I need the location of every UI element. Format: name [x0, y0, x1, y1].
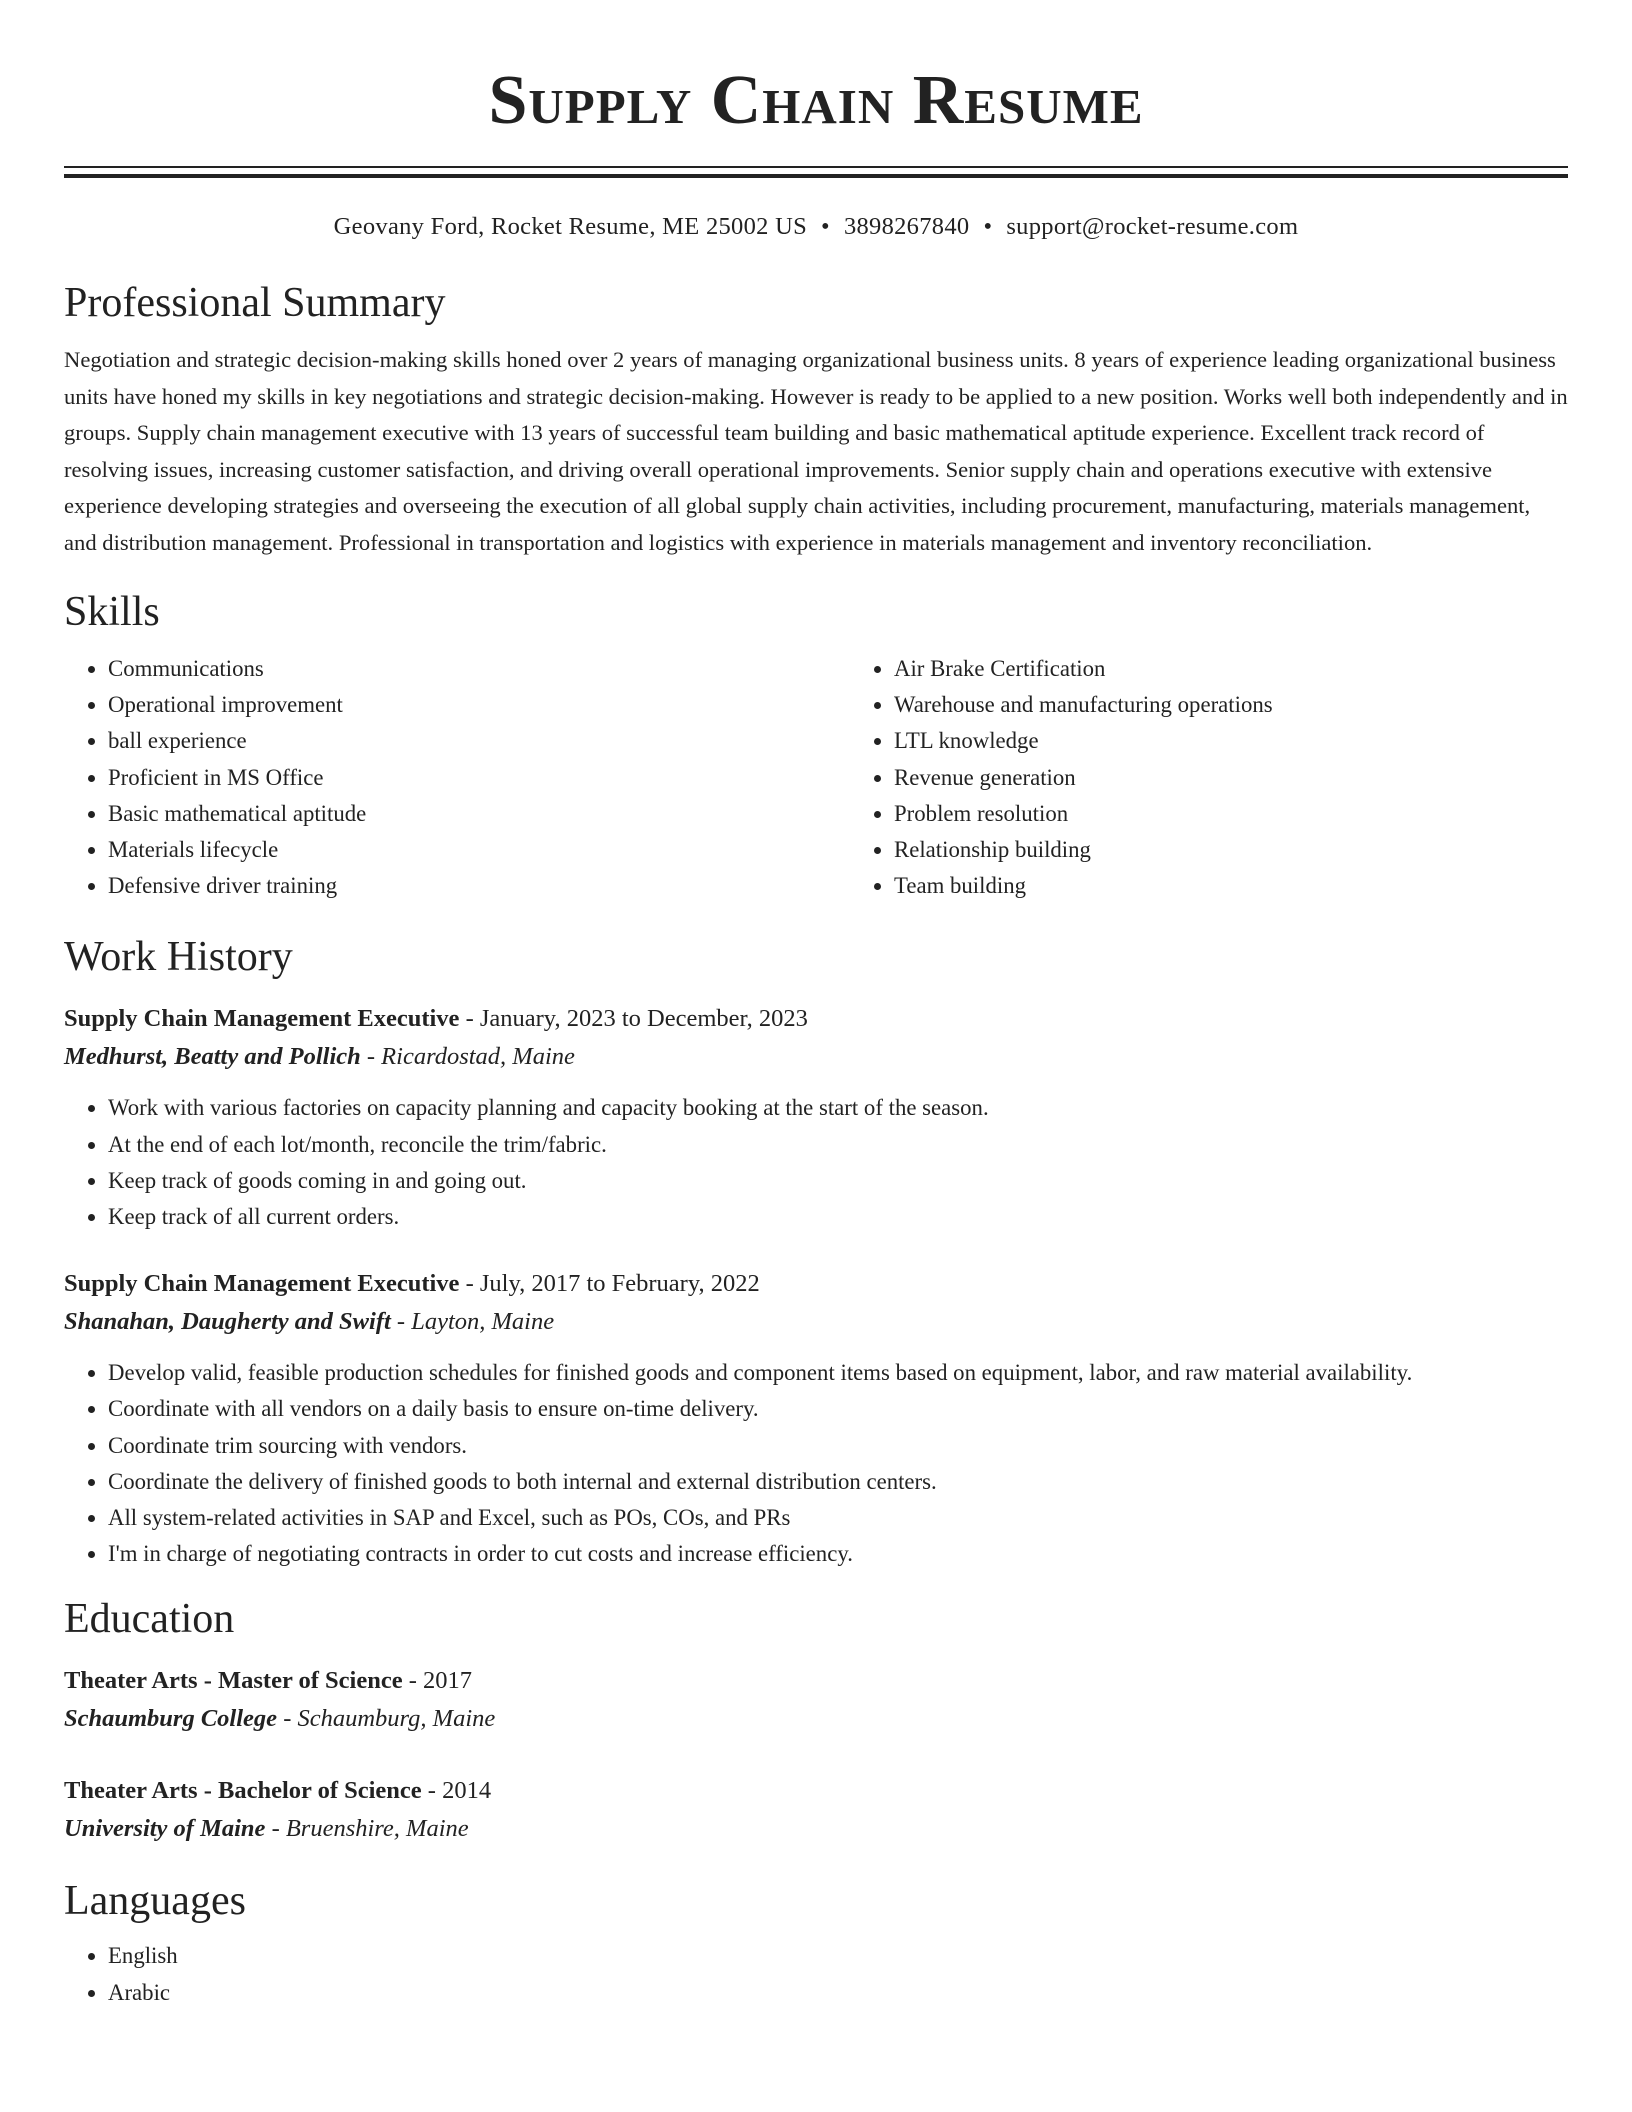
skills-heading: Skills [64, 589, 160, 635]
job-bullet: • Keep track of all current orders. [108, 1199, 1568, 1235]
degree-line [64, 1772, 1568, 1810]
contact-line [64, 212, 1568, 242]
job-company: Shanahan, Daugherty and Swift [64, 1308, 391, 1336]
skill-item: • Operational improvement [108, 687, 850, 723]
summary-text: Negotiation and strategic decision-making skills honed over 2 years of managing organizational business units. 8 years of experience leading organizational business units have honed my skills in key negotiations and strategic decision-making. However is ready to be applied to a new position. Works well both independently and in groups. Supply chain management executive with 13 years of successful team building and basic mathematical aptitude experience. Excellent track record of resolving issues, increasing customer satisfaction, and driving overall operational improvements. Senior supply chain and operations executive with extensive experience developing strategies and overseeing the execution of all global supply chain activities, including procurement, manufacturing, materials management, and distribution management. Professional in transportation and logistics with experience in materials management and inventory reconciliation. [64, 347, 1568, 555]
degree-year: - 2017 [402, 1667, 473, 1695]
skill-item: • Materials lifecycle [108, 832, 850, 868]
job-dates: - July, 2017 to February, 2022 [459, 1270, 760, 1298]
summary-heading: Professional Summary [64, 280, 446, 326]
title-divider-thick [64, 174, 1568, 178]
skills-right-list [850, 651, 1632, 904]
skill-item: • ball experience [108, 723, 850, 759]
school-name: Schaumburg College [64, 1705, 278, 1733]
contact-separator: • [983, 213, 993, 240]
contact-separator: • [821, 213, 830, 240]
language-item: • English [108, 1938, 1568, 1974]
job-title: Supply Chain Management Executive [64, 1270, 460, 1298]
skill-item: • Warehouse and manufacturing operations [894, 687, 1632, 723]
skills-left-list [64, 651, 850, 904]
degree-name: Theater Arts - Bachelor of Science [64, 1777, 422, 1805]
job-bullet: • Coordinate trim sourcing with vendors. [108, 1428, 1568, 1464]
job-company-line [64, 1303, 1568, 1341]
skill-item: • Defensive driver training [108, 868, 850, 904]
languages-list [64, 1938, 1568, 2010]
job-bullet: • Coordinate the delivery of finished goods to both internal and external distribution centers. [108, 1464, 1568, 1500]
title-divider-thin [64, 166, 1568, 168]
job-title: Supply Chain Management Executive [64, 1005, 460, 1033]
degree-name: Theater Arts - Master of Science [64, 1667, 403, 1695]
education-entry [64, 1772, 1568, 1848]
job-bullet: • I'm in charge of negotiating contracts in order to cut costs and increase efficiency. [108, 1536, 1568, 1572]
school-name: University of Maine [64, 1815, 266, 1843]
resume-title: Supply Chain Resume [488, 62, 1144, 139]
school-location: - Schaumburg, Maine [277, 1705, 496, 1733]
contact-address: Geovany Ford, Rocket Resume, ME 25002 US [333, 213, 808, 240]
education-entry [64, 1662, 1568, 1738]
skill-item: • Air Brake Certification [894, 651, 1632, 687]
school-location: - Bruenshire, Maine [265, 1815, 469, 1843]
job-bullet: • Keep track of goods coming in and going out. [108, 1163, 1568, 1199]
language-item: • Arabic [108, 1975, 1568, 2011]
skill-item: • Problem resolution [894, 796, 1632, 832]
school-line [64, 1700, 1568, 1738]
resume-page [64, 0, 1568, 2011]
job-bullet: • Coordinate with all vendors on a daily basis to ensure on-time delivery. [108, 1391, 1568, 1427]
degree-year: - 2014 [421, 1777, 492, 1805]
skill-item: • LTL knowledge [894, 723, 1632, 759]
skills-columns [64, 651, 1568, 904]
skill-item: • Revenue generation [894, 760, 1632, 796]
job-bullet-list [64, 1090, 1568, 1235]
job-company-line [64, 1038, 1568, 1076]
job-bullet: • Develop valid, feasible production schedules for finished goods and component items based on equipment, labor, and raw material availability. [108, 1355, 1568, 1391]
job-location: - Ricardostad, Maine [360, 1043, 575, 1071]
job-title-line [64, 1265, 1568, 1303]
skill-item: • Relationship building [894, 832, 1632, 868]
degree-line [64, 1662, 1568, 1700]
job-bullet: • All system-related activities in SAP and Excel, such as POs, COs, and PRs [108, 1500, 1568, 1536]
job-bullet: • Work with various factories on capacity planning and capacity booking at the start of the season. [108, 1090, 1568, 1126]
work-history-heading: Work History [64, 934, 293, 981]
contact-phone: 3898267840 [843, 213, 970, 240]
job-company: Medhurst, Beatty and Pollich [64, 1043, 361, 1071]
skill-item: • Communications [108, 651, 850, 687]
job-location: - Layton, Maine [390, 1308, 555, 1336]
job-bullet: • At the end of each lot/month, reconcile the trim/fabric. [108, 1127, 1568, 1163]
skill-item: • Proficient in MS Office [108, 760, 850, 796]
job-bullet-list [64, 1355, 1568, 1572]
skill-item: • Team building [894, 868, 1632, 904]
job-entry [64, 1265, 1568, 1572]
skill-item: • Basic mathematical aptitude [108, 796, 850, 832]
languages-heading: Languages [64, 1878, 246, 1925]
job-entry [64, 1000, 1568, 1235]
job-dates: - January, 2023 to December, 2023 [459, 1005, 808, 1033]
school-line [64, 1810, 1568, 1848]
job-title-line [64, 1000, 1568, 1038]
education-heading: Education [64, 1596, 235, 1643]
contact-email: support@rocket-resume.com [1006, 213, 1299, 240]
